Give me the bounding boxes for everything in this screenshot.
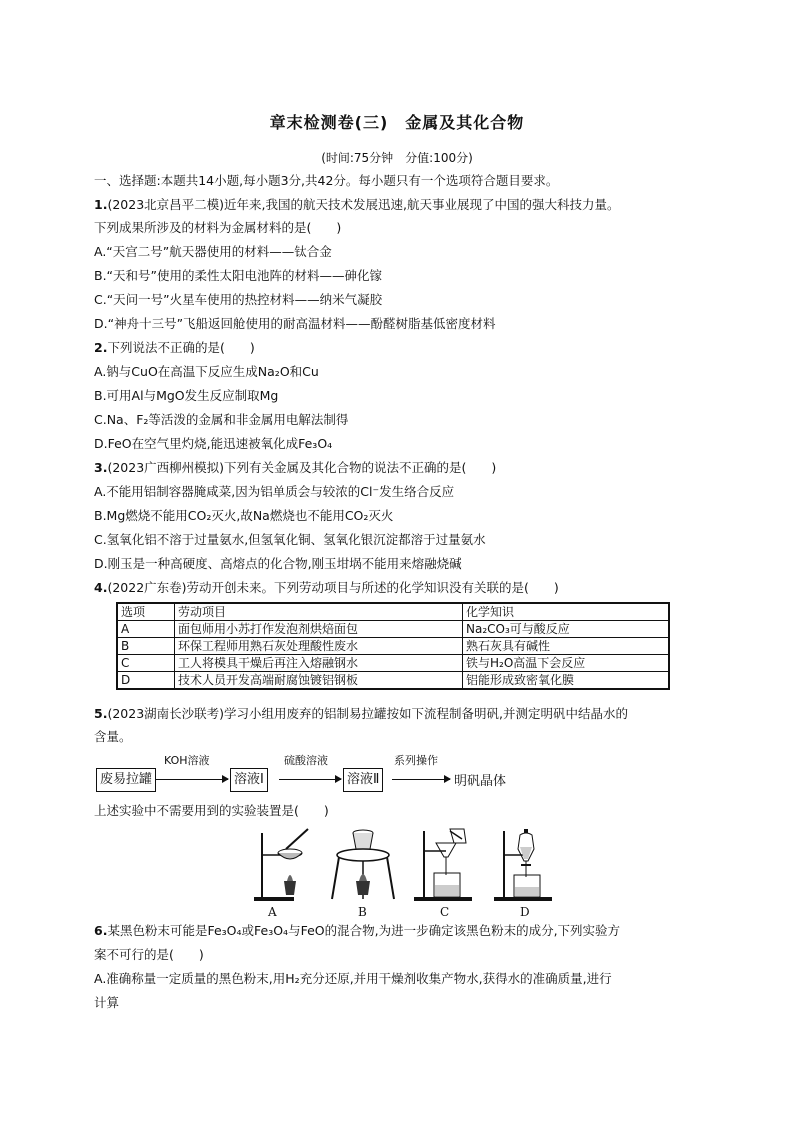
question-1-option-c: C.“天问一号”火星车使用的热控材料——纳米气凝胶 — [94, 292, 383, 307]
question-1-option-d: D.“神舟十三号”飞船返回舱使用的耐高温材料——酚醛树脂基低密度材料 — [94, 316, 496, 331]
apparatus-label: D — [520, 905, 530, 919]
flow-reagent-label: 硫酸溶液 — [284, 754, 328, 767]
apparatus-d-separatory-funnel-icon — [490, 825, 560, 905]
question-5-stem — [94, 705, 714, 723]
apparatus-label: B — [358, 905, 367, 919]
table-header-cell: 选项 — [117, 603, 175, 621]
table-cell: 面包师用小苏打作发泡剂烘焙面包 — [175, 621, 463, 638]
table-cell: 铝能形成致密氧化膜 — [463, 672, 670, 690]
question-1-option-b: B.“天和号”使用的柔性太阳电池阵的材料——砷化镓 — [94, 268, 383, 283]
table-row — [117, 672, 669, 690]
flow-arrow — [279, 779, 341, 780]
question-number: 2. — [94, 340, 108, 355]
flow-solution-1-box: 溶液Ⅰ — [230, 768, 268, 792]
flow-operation-label: 系列操作 — [394, 754, 438, 767]
question-3-option-d: D.刚玉是一种高硬度、高熔点的化合物,刚玉坩埚不能用来熔融烧碱 — [94, 556, 462, 571]
flow-reagent-label: KOH溶液 — [164, 754, 210, 767]
table-cell: 环保工程师用熟石灰处理酸性废水 — [175, 638, 463, 655]
table-cell: 工人将模具干燥后再注入熔融钢水 — [175, 655, 463, 672]
flow-arrow — [392, 779, 450, 780]
apparatus-c-filtration-icon — [410, 825, 480, 905]
question-text: 下列说法不正确的是( ) — [107, 340, 255, 355]
table-cell: 技术人员开发高端耐腐蚀镀铝钢板 — [175, 672, 463, 690]
table-cell: B — [117, 638, 175, 655]
question-text: (2023湖南长沙联考)学习小组用废弃的铝制易拉罐按如下流程制备明矾,并测定明矾中结晶水的 — [107, 706, 628, 721]
table-header-row — [117, 603, 669, 621]
question-3-stem — [94, 459, 714, 477]
table-cell: A — [117, 621, 175, 638]
table-cell: Na₂CO₃可与酸反应 — [463, 621, 670, 638]
question-2-stem — [94, 339, 714, 357]
flow-arrow — [156, 779, 228, 780]
question-1-stem-cont: 下列成果所涉及的材料为金属材料的是( ) — [94, 220, 342, 235]
section-heading: 一、选择题:本题共14小题,每小题3分,共42分。每小题只有一个选项符合题目要求。 — [94, 173, 559, 188]
question-2-option-a: A.钠与CuO在高温下反应生成Na₂O和Cu — [94, 364, 319, 379]
question-3-option-c: C.氢氧化铝不溶于过量氨水,但氢氧化铜、氢氧化银沉淀都溶于过量氨水 — [94, 532, 486, 547]
question-2-option-b: B.可用Al与MgO发生反应制取Mg — [94, 388, 279, 403]
flow-product: 明矾晶体 — [454, 774, 507, 789]
apparatus-figure — [250, 825, 560, 920]
question-6-option-a: A.准确称量一定质量的黑色粉末,用H₂充分还原,并用干燥剂收集产物水,获得水的准确质量,进行 — [94, 971, 612, 986]
table-row — [117, 655, 669, 672]
question-4-stem — [94, 579, 714, 597]
question-text: (2022广东卷)劳动开创未来。下列劳动项目与所述的化学知识没有关联的是( ) — [107, 580, 559, 595]
table-cell: 铁与H₂O高温下会反应 — [463, 655, 670, 672]
table-cell: C — [117, 655, 175, 672]
question-6-stem-cont: 案不可行的是( ) — [94, 947, 204, 962]
question-number: 6. — [94, 923, 108, 938]
page-title: 章末检测卷(三) 金属及其化合物 — [269, 113, 525, 132]
flow-start-box: 废易拉罐 — [96, 768, 156, 792]
question-3-option-a: A.不能用铝制容器腌咸菜,因为铝单质会与较浓的Cl⁻发生络合反应 — [94, 484, 455, 499]
question-number: 4. — [94, 580, 108, 595]
question-text: (2023北京昌平二模)近年来,我国的航天技术发展迅速,航天事业展现了中国的强大科技力量。 — [107, 197, 620, 212]
table-row — [117, 638, 669, 655]
flow-solution-2-box: 溶液Ⅱ — [343, 768, 383, 792]
question-3-option-b: B.Mg燃烧不能用CO₂灭火,故Na燃烧也不能用CO₂灭火 — [94, 508, 394, 523]
question-6-option-a-cont: 计算 — [94, 995, 120, 1010]
apparatus-a-evaporation-icon — [250, 825, 320, 905]
apparatus-b-crucible-icon — [330, 825, 400, 905]
table-cell: 熟石灰具有碱性 — [463, 638, 670, 655]
apparatus-label: C — [440, 905, 450, 919]
question-text: (2023广西柳州模拟)下列有关金属及其化合物的说法不正确的是( ) — [107, 460, 497, 475]
question-number: 1. — [94, 197, 108, 212]
table-cell: D — [117, 672, 175, 690]
question-5-stem-cont: 含量。 — [94, 729, 132, 744]
question-5-ask: 上述实验中不需要用到的实验装置是( ) — [94, 803, 329, 818]
question-2-option-c: C.Na、F₂等活泼的金属和非金属用电解法制得 — [94, 412, 349, 427]
exam-time-score: (时间:75分钟 分值:100分) — [321, 151, 473, 165]
question-2-option-d: D.FeO在空气里灼烧,能迅速被氧化成Fe₃O₄ — [94, 436, 333, 451]
table-header-cell: 化学知识 — [463, 603, 670, 621]
question-text: 某黑色粉末可能是Fe₃O₄或Fe₃O₄与FeO的混合物,为进一步确定该黑色粉末的成分,下列实验方 — [107, 923, 621, 938]
table-row — [117, 621, 669, 638]
apparatus-label: A — [268, 905, 277, 919]
question-number: 3. — [94, 460, 108, 475]
question-6-stem — [94, 922, 714, 940]
question-1-stem — [94, 196, 714, 214]
question-1-option-a: A.“天宫二号”航天器使用的材料——钛合金 — [94, 244, 332, 259]
question-number: 5. — [94, 706, 108, 721]
labor-knowledge-table — [116, 602, 670, 690]
process-flow-diagram — [94, 752, 534, 792]
table-header-cell: 劳动项目 — [175, 603, 463, 621]
